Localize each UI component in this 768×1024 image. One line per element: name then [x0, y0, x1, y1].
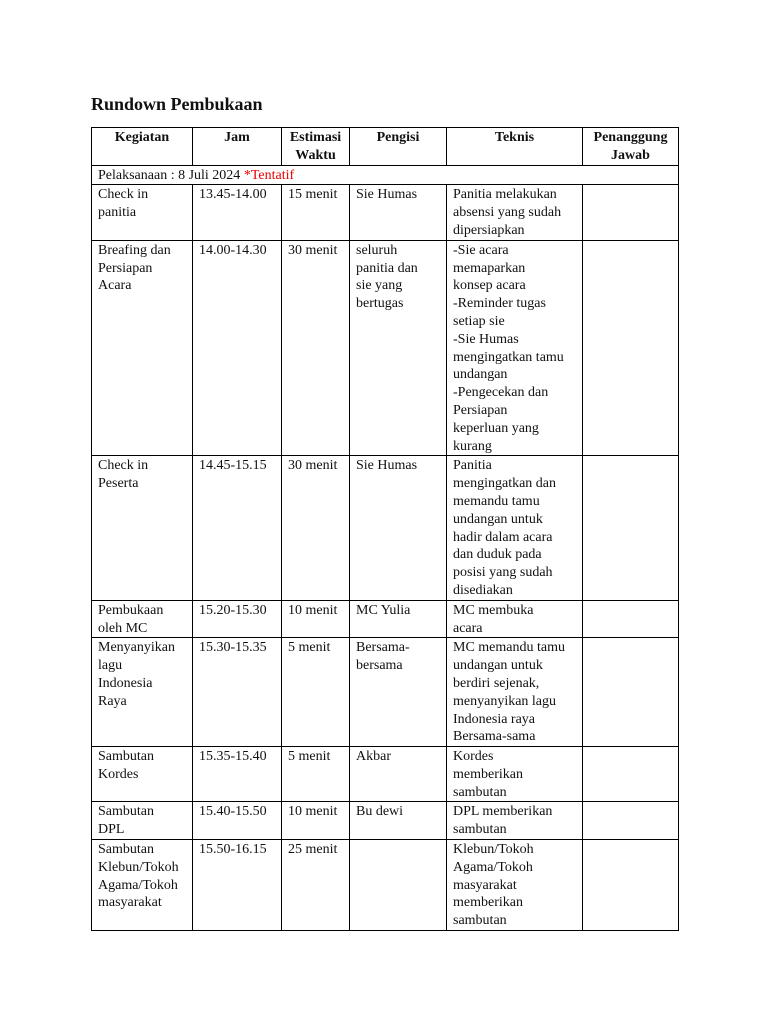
pengisi-cell — [350, 638, 447, 747]
jam-cell: 15.30-15.35 — [193, 638, 282, 747]
section-cell — [92, 165, 679, 185]
estimasi-cell: 25 menit — [282, 840, 350, 931]
header-pj-line1: Penanggung — [593, 130, 668, 145]
pengisi-cell-line: Akbar — [356, 749, 391, 765]
teknis-cell — [447, 240, 583, 456]
header-pengisi: Pengisi — [350, 128, 447, 166]
teknis-cell-line: MC memandu tamu — [453, 640, 565, 656]
teknis-cell-line: -Reminder tugas — [453, 296, 546, 312]
table-row — [92, 240, 679, 456]
pengisi-cell — [350, 802, 447, 840]
teknis-cell-line: -Sie Humas — [453, 331, 519, 347]
jam-cell: 14.00-14.30 — [193, 240, 282, 456]
teknis-cell — [447, 840, 583, 931]
pengisi-cell-line: bersama — [356, 658, 403, 674]
teknis-cell-line: -Sie acara — [453, 242, 509, 258]
pengisi-cell — [350, 240, 447, 456]
teknis-cell-line: kurang — [453, 438, 492, 454]
estimasi-cell: 30 menit — [282, 456, 350, 600]
teknis-cell-line: undangan untuk — [453, 511, 543, 527]
kegiatan-cell-line: Check in — [98, 187, 149, 203]
kegiatan-cell-line: panitia — [98, 205, 137, 221]
penanggung-jawab-cell — [583, 802, 679, 840]
kegiatan-cell — [92, 600, 193, 638]
teknis-cell-line: mengingatkan tamu — [453, 349, 564, 365]
table-row — [92, 185, 679, 240]
teknis-cell-line: Persiapan — [453, 402, 508, 418]
section-row — [92, 165, 679, 185]
header-kegiatan: Kegiatan — [92, 128, 193, 166]
header-estimasi-line1: Estimasi — [289, 130, 342, 145]
pengisi-cell-line: sie yang — [356, 278, 403, 294]
kegiatan-cell-line: Kordes — [98, 766, 139, 782]
header-penanggung-jawab — [583, 128, 679, 166]
teknis-cell-line: Agama/Tokoh — [453, 859, 533, 875]
jam-cell: 13.45-14.00 — [193, 185, 282, 240]
teknis-cell-line: Klebun/Tokoh — [453, 842, 534, 858]
penanggung-jawab-cell — [583, 600, 679, 638]
pengisi-cell — [350, 840, 447, 931]
teknis-cell — [447, 185, 583, 240]
teknis-cell-line: dan duduk pada — [453, 547, 542, 563]
kegiatan-cell — [92, 185, 193, 240]
teknis-cell — [447, 747, 583, 802]
teknis-cell — [447, 802, 583, 840]
pengisi-cell-line: panitia dan — [356, 260, 418, 276]
teknis-cell-line: memandu tamu — [453, 493, 540, 509]
teknis-cell-line: sambutan — [453, 913, 507, 929]
table-row — [92, 747, 679, 802]
pengisi-cell-line: seluruh — [356, 242, 398, 258]
teknis-cell-line: hadir dalam acara — [453, 529, 553, 545]
penanggung-jawab-cell — [583, 638, 679, 747]
teknis-cell-line: absensi yang sudah — [453, 205, 562, 221]
kegiatan-cell-line: Pembukaan — [98, 602, 164, 618]
header-teknis: Teknis — [447, 128, 583, 166]
estimasi-cell: 30 menit — [282, 240, 350, 456]
jam-cell: 15.50-16.15 — [193, 840, 282, 931]
kegiatan-cell-line: Raya — [98, 693, 127, 709]
kegiatan-cell-line: Sambutan — [98, 804, 154, 820]
kegiatan-cell — [92, 638, 193, 747]
teknis-cell-line: keperluan yang — [453, 420, 539, 436]
pengisi-cell — [350, 747, 447, 802]
kegiatan-cell — [92, 802, 193, 840]
kegiatan-cell-line: Menyanyikan — [98, 640, 175, 656]
teknis-cell — [447, 638, 583, 747]
estimasi-cell: 10 menit — [282, 600, 350, 638]
teknis-cell-line: acara — [453, 620, 483, 636]
estimasi-cell: 15 menit — [282, 185, 350, 240]
teknis-cell-line: konsep acara — [453, 278, 526, 294]
penanggung-jawab-cell — [583, 240, 679, 456]
tentatif-note: *Tentatif — [243, 167, 295, 183]
header-row — [92, 128, 679, 166]
jam-cell: 15.20-15.30 — [193, 600, 282, 638]
teknis-cell-line: memberikan — [453, 766, 523, 782]
penanggung-jawab-cell — [583, 185, 679, 240]
teknis-cell-line: mengingatkan dan — [453, 476, 557, 492]
teknis-cell-line: undangan — [453, 367, 508, 383]
kegiatan-cell-line: DPL — [98, 822, 125, 838]
kegiatan-cell-line: Persiapan — [98, 260, 153, 276]
kegiatan-cell-line: Agama/Tokoh — [98, 877, 178, 893]
teknis-cell-line: masyarakat — [453, 877, 517, 893]
teknis-cell-line: menyanyikan lagu — [453, 693, 557, 709]
pengisi-cell-line: Bersama- — [356, 640, 410, 656]
estimasi-cell: 5 menit — [282, 638, 350, 747]
teknis-cell — [447, 456, 583, 600]
teknis-cell-line: memaparkan — [453, 260, 526, 276]
teknis-cell-line: memberikan — [453, 895, 523, 911]
teknis-cell-line: sambutan — [453, 822, 507, 838]
kegiatan-cell-line: Check in — [98, 458, 149, 474]
jam-cell: 15.40-15.50 — [193, 802, 282, 840]
header-estimasi-line2: Waktu — [295, 147, 336, 163]
kegiatan-cell-line: Acara — [98, 278, 132, 294]
kegiatan-cell-line: oleh MC — [98, 620, 148, 636]
table-row — [92, 840, 679, 931]
teknis-cell-line: Panitia melakukan — [453, 187, 557, 203]
pengisi-cell-line: Bu dewi — [356, 804, 404, 820]
kegiatan-cell-line: Klebun/Tokoh — [98, 859, 179, 875]
kegiatan-cell — [92, 240, 193, 456]
pengisi-cell-line: MC Yulia — [356, 602, 411, 618]
teknis-cell-line: MC membuka — [453, 602, 534, 618]
penanggung-jawab-cell — [583, 840, 679, 931]
table-row — [92, 802, 679, 840]
teknis-cell-line: setiap sie — [453, 313, 505, 329]
kegiatan-cell-line: Sambutan — [98, 749, 154, 765]
teknis-cell-line: Indonesia raya — [453, 711, 536, 727]
teknis-cell-line: posisi yang sudah — [453, 565, 553, 581]
kegiatan-cell — [92, 456, 193, 600]
teknis-cell-line: Kordes — [453, 749, 494, 765]
pengisi-cell — [350, 456, 447, 600]
jam-cell: 14.45-15.15 — [193, 456, 282, 600]
header-pj-line2: Jawab — [611, 147, 650, 163]
table-row — [92, 600, 679, 638]
pengisi-cell-line: bertugas — [356, 296, 404, 312]
teknis-cell-line: Bersama-sama — [453, 729, 536, 745]
teknis-cell-line: disediakan — [453, 582, 513, 598]
table-row — [92, 638, 679, 747]
document-title: Rundown Pembukaan — [91, 94, 263, 114]
teknis-cell-line: -Pengecekan dan — [453, 385, 549, 401]
teknis-cell-line: dipersiapkan — [453, 222, 525, 238]
kegiatan-cell-line: lagu — [98, 658, 123, 674]
table-row — [92, 456, 679, 600]
kegiatan-cell-line: Sambutan — [98, 842, 154, 858]
teknis-cell-line: Panitia — [453, 458, 492, 474]
pengisi-cell-line: Sie Humas — [356, 458, 418, 474]
pengisi-cell — [350, 600, 447, 638]
header-jam: Jam — [193, 128, 282, 166]
kegiatan-cell-line: Breafing dan — [98, 242, 171, 258]
kegiatan-cell-line: Peserta — [98, 476, 139, 492]
teknis-cell-line: sambutan — [453, 784, 507, 800]
teknis-cell-line: DPL memberikan — [453, 804, 553, 820]
penanggung-jawab-cell — [583, 456, 679, 600]
teknis-cell-line: undangan untuk — [453, 658, 543, 674]
header-estimasi-waktu — [282, 128, 350, 166]
estimasi-cell: 10 menit — [282, 802, 350, 840]
rundown-table — [91, 127, 679, 931]
section-label: Pelaksanaan : 8 Juli 2024 — [98, 167, 244, 183]
penanggung-jawab-cell — [583, 747, 679, 802]
jam-cell: 15.35-15.40 — [193, 747, 282, 802]
kegiatan-cell — [92, 840, 193, 931]
teknis-cell — [447, 600, 583, 638]
estimasi-cell: 5 menit — [282, 747, 350, 802]
kegiatan-cell-line: masyarakat — [98, 895, 162, 911]
kegiatan-cell-line: Indonesia — [98, 675, 153, 691]
teknis-cell-line: berdiri sejenak, — [453, 675, 540, 691]
pengisi-cell-line: Sie Humas — [356, 187, 418, 203]
pengisi-cell — [350, 185, 447, 240]
kegiatan-cell — [92, 747, 193, 802]
